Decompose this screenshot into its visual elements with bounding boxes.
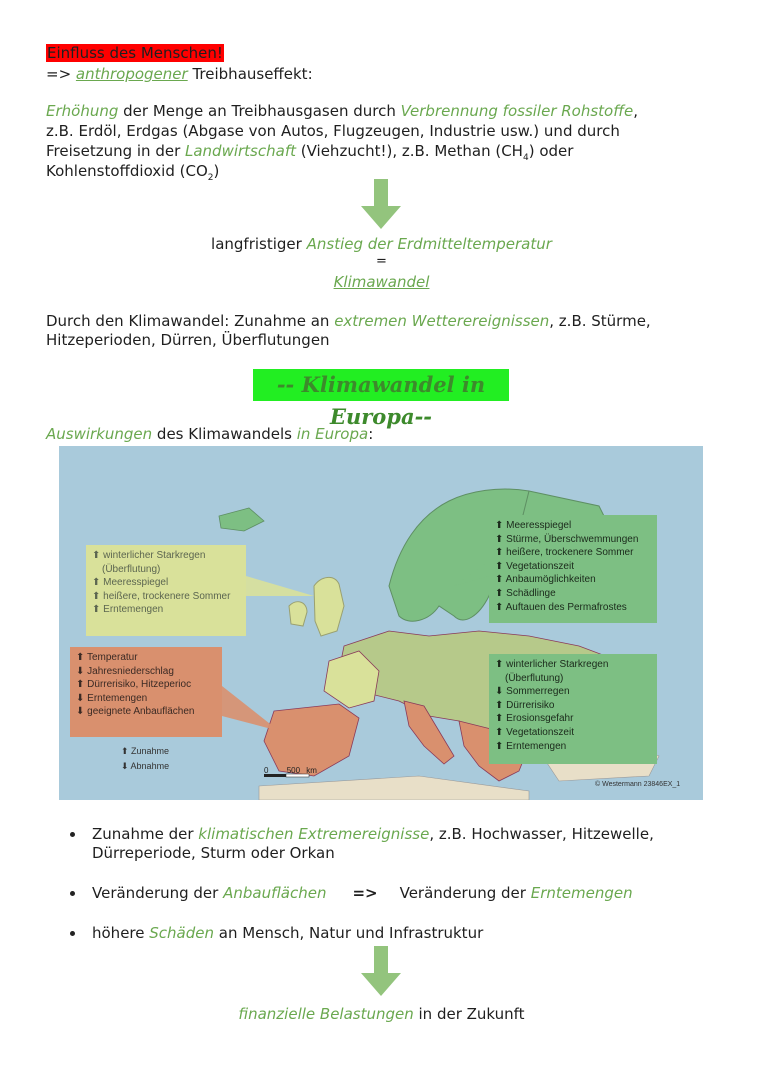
list-item: Veränderung der Anbauflächen => Veränderung der Erntemengen <box>70 884 633 903</box>
para1-line2: z.B. Erdöl, Erdgas (Abgase von Autos, Flugzeugen, Industrie usw.) und durch <box>46 122 620 140</box>
conclusion-line: finanzielle Belastungen in der Zukunft <box>238 1005 525 1023</box>
down-arrow-icon <box>361 179 401 229</box>
bullet-dot-icon <box>70 931 75 936</box>
result-equals: = <box>376 254 387 269</box>
europe-map <box>59 446 703 800</box>
callout-west: ⬆ winterlicher Starkregen (Überflutung) ⬆ Meeresspiegel ⬆ heißere, trockenere Sommer ⬆ Erntemengen <box>86 545 246 636</box>
map-scale: 0 500 km <box>264 766 317 775</box>
heading-title: Einfluss des Menschen! <box>47 44 223 62</box>
legend-increase: ⬆ Zunahme <box>121 746 170 756</box>
para2-line2: Hitzeperioden, Dürren, Überflutungen <box>46 331 330 349</box>
result-term: Klimawandel <box>333 273 430 291</box>
bullet-dot-icon <box>70 832 75 837</box>
bullet-dot-icon <box>70 891 75 896</box>
legend-decrease: ⬇ Abnahme <box>121 761 170 771</box>
heading-subtitle: => anthropogener Treibhauseffekt: <box>46 65 313 83</box>
term-anthropogen: anthropogener <box>75 65 188 83</box>
map-copyright: © Westermann 23846EX_1 <box>595 781 681 788</box>
result-line: langfristiger Anstieg der Erdmitteltemperatur <box>211 235 552 253</box>
section-heading: Auswirkungen des Klimawandels in Europa: <box>46 425 374 443</box>
callout-north: ⬆ Meeresspiegel ⬆ Stürme, Überschwemmungen ⬆ heißere, trockenere Sommer ⬆ Vegetationszeit ⬆ Anbaumöglichkeiten ⬆ Schädlinge ⬆ Auftauen des Permafrostes <box>489 515 657 623</box>
para1-line1: Erhöhung der Menge an Treibhausgasen durch Verbrennung fossiler Rohstoffe, <box>46 102 639 120</box>
section-banner: -- Klimawandel in Europa-- <box>253 369 509 401</box>
list-item: Zunahme der klimatischen Extremereignisse, z.B. Hochwasser, Hitzewelle, Dürreperiode, Sturm oder Orkan <box>70 825 654 863</box>
para2-line1: Durch den Klimawandel: Zunahme an extremen Wetterereignissen, z.B. Stürme, <box>46 312 651 330</box>
map-legend <box>121 744 169 774</box>
down-arrow-icon <box>361 946 401 996</box>
callout-central: ⬆ winterlicher Starkregen (Überflutung) ⬇ Sommerregen ⬆ Dürrerisiko ⬆ Erosionsgefahr ⬆ Vegetationszeit ⬆ Erntemengen <box>489 654 657 764</box>
list-item: höhere Schäden an Mensch, Natur und Infrastruktur <box>70 924 483 943</box>
para1-line3: Freisetzung in der Landwirtschaft (Viehzucht!), z.B. Methan $(CH_4)$ oder <box>46 142 574 163</box>
para1-line4: Kohlenstoffdioxid $(CO_2)$ <box>46 162 220 183</box>
callout-south: ⬆ Temperatur ⬇ Jahresniederschlag ⬆ Dürrerisiko, Hitzeperioc ⬇ Erntemengen ⬇ geeignete Anbauflächen <box>70 647 222 737</box>
